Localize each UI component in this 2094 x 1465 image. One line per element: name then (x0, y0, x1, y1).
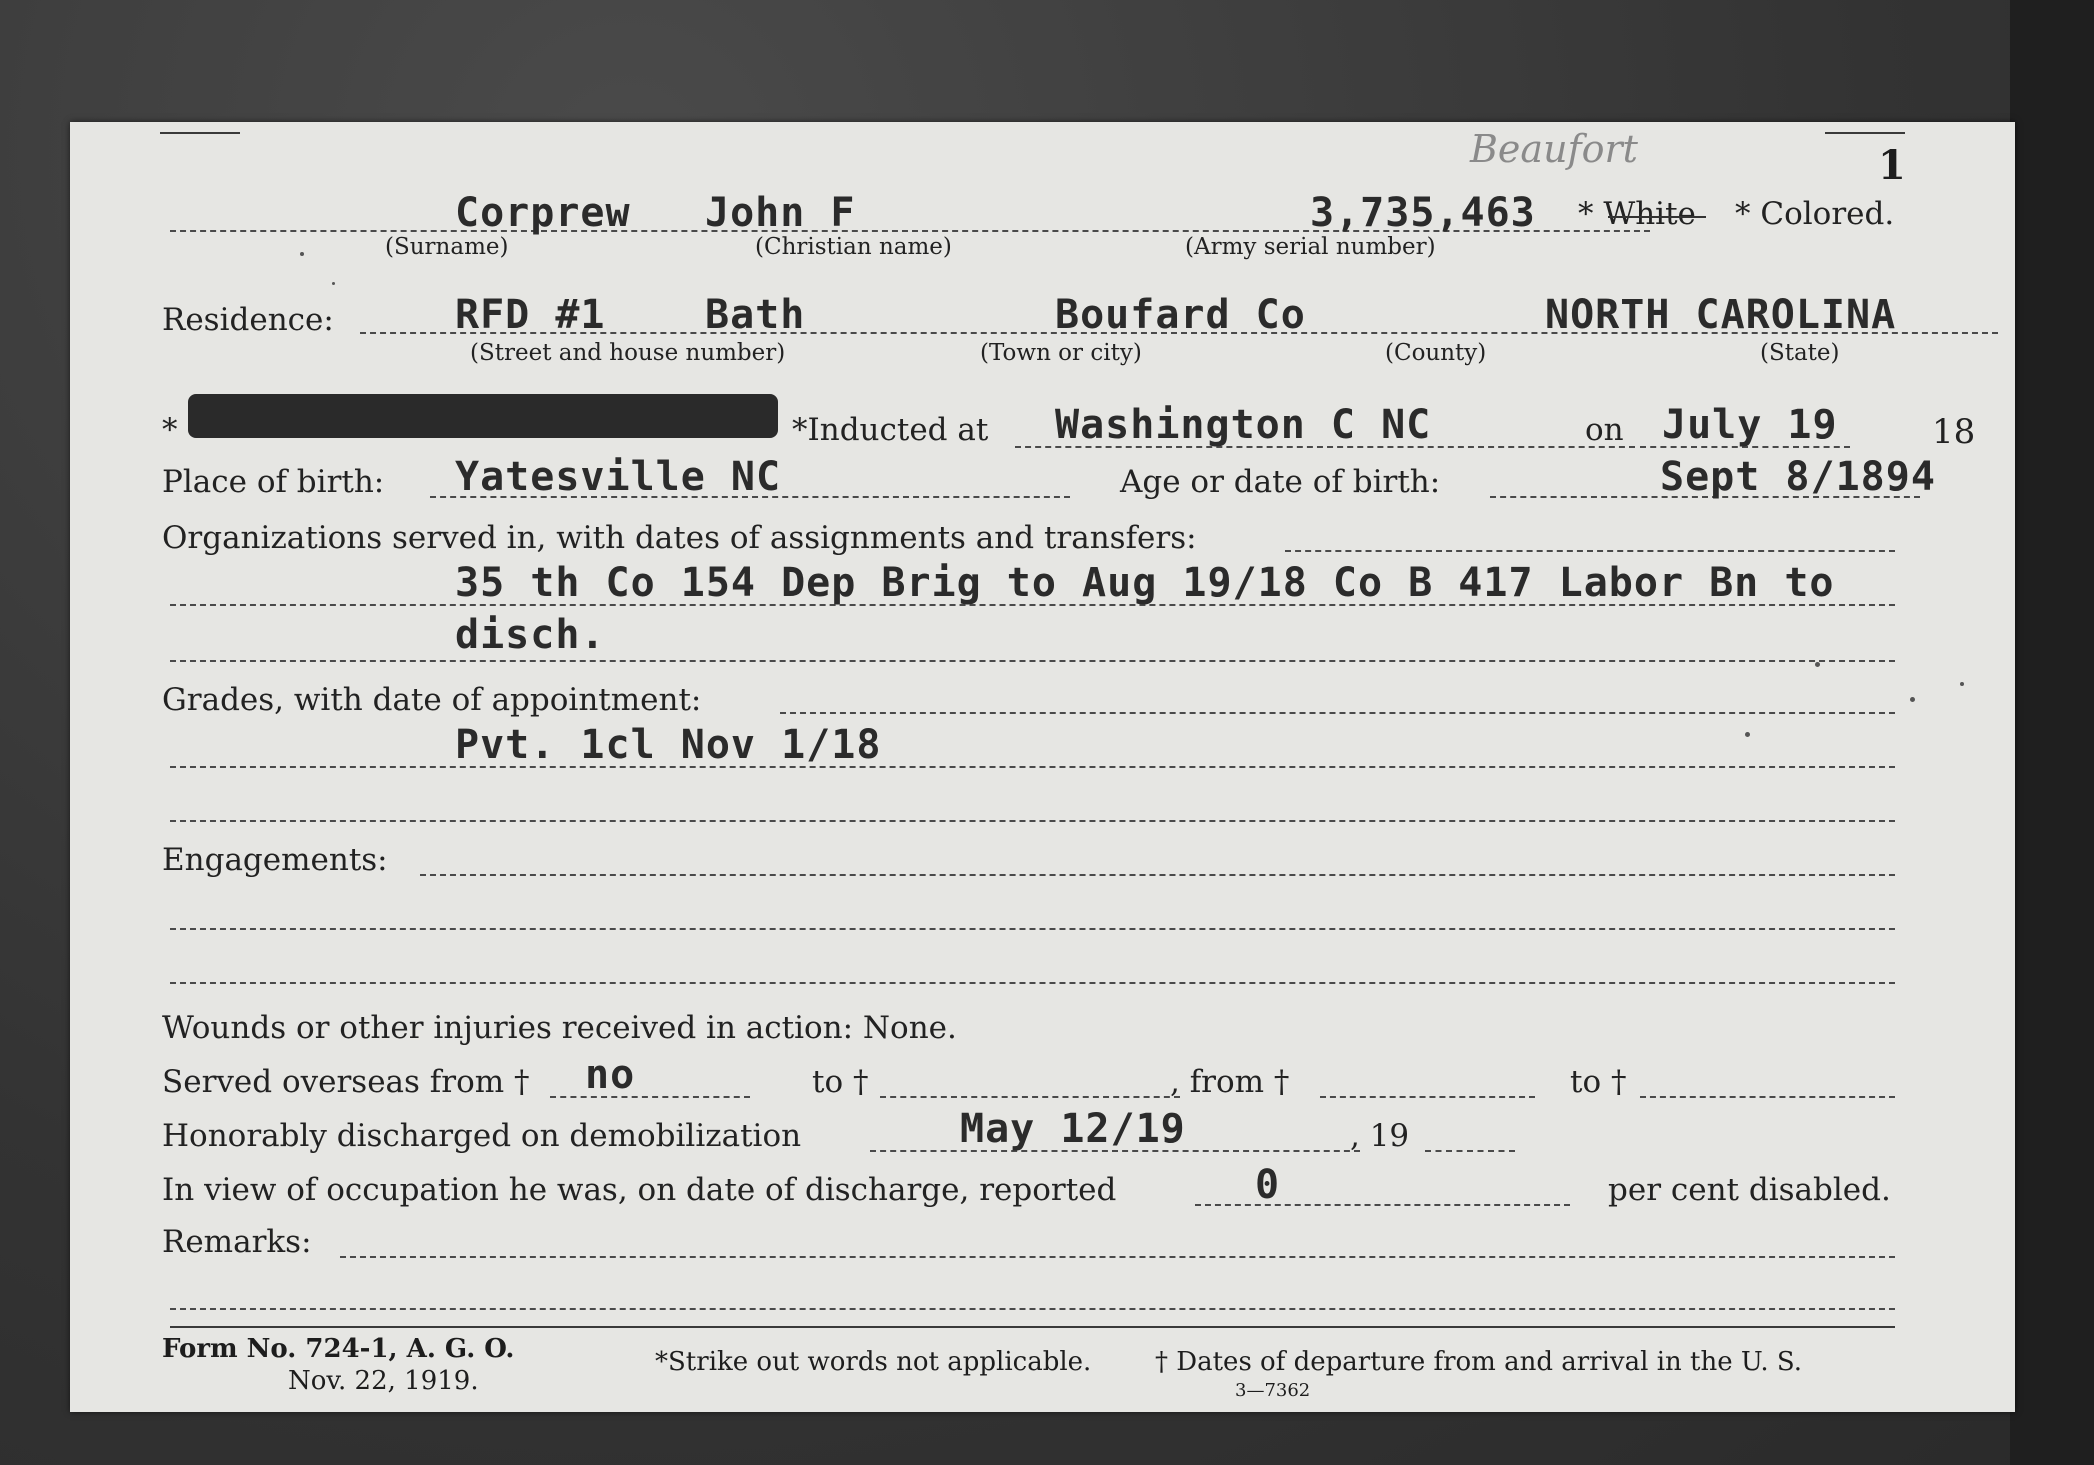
footnote-strike: *Strike out words not applicable. (655, 1347, 1092, 1377)
engagements-line-0 (420, 874, 1895, 876)
serial-number-value: 3,735,463 (1310, 190, 1536, 236)
inducted-year-suffix: 18 (1932, 412, 1976, 452)
caption-county: (County) (1385, 340, 1487, 366)
discharged-label: Honorably discharged on demobilization (162, 1118, 802, 1154)
surname-value: Corprew (455, 190, 631, 236)
engagements-line-2 (170, 982, 1895, 984)
on-label: on (1585, 412, 1624, 448)
grades-line-2 (170, 820, 1895, 822)
race-white-label: * White (1578, 196, 1696, 232)
disabled-label: per cent disabled. (1608, 1172, 1891, 1208)
wounds-label: Wounds or other injuries received in action: None. (162, 1010, 957, 1046)
speck (1815, 662, 1820, 667)
organizations-line-2 (170, 660, 1895, 662)
inducted-at-value: Washington C NC (1055, 402, 1432, 448)
county-value: Boufard Co (1055, 292, 1306, 338)
organizations-value-2: disch. (455, 612, 606, 658)
caption-christian-name: (Christian name) (755, 234, 952, 260)
engagements-label: Engagements: (162, 842, 388, 878)
caption-surname: (Surname) (385, 234, 509, 260)
inducted-on-value: July 19 (1662, 402, 1838, 448)
dark-edge (2010, 0, 2094, 1465)
speck (1960, 682, 1964, 686)
town-value: Bath (705, 292, 806, 338)
footer-rule (170, 1326, 1895, 1328)
christian-name-value: John F (705, 190, 856, 236)
speck (1910, 697, 1915, 702)
inducted-label: *Inducted at (792, 412, 989, 448)
form-number: Form No. 724-1, A. G. O. (162, 1334, 515, 1364)
overseas-to2-label: to † (1570, 1064, 1627, 1100)
card-number: 1 (1878, 142, 1906, 189)
discharged-year-line (1425, 1150, 1515, 1152)
discharged-value: May 12/19 (960, 1106, 1186, 1152)
speck (300, 252, 304, 256)
caption-state: (State) (1760, 340, 1840, 366)
residence-label: Residence: (162, 302, 334, 338)
organizations-label: Organizations served in, with dates of assignments and transfers: (162, 520, 1197, 556)
disabled-line (1195, 1204, 1570, 1206)
street-value: RFD #1 (455, 292, 606, 338)
service-record-card (70, 122, 2015, 1412)
discharged-year-label: , 19 (1350, 1118, 1410, 1154)
overseas-from2-label: , from † (1170, 1064, 1290, 1100)
overseas-to-line (880, 1096, 1180, 1098)
top-right-rule (1825, 132, 1905, 134)
redaction-bar (188, 394, 778, 438)
footnote-dagger: † Dates of departure from and arrival in the U. S. (1155, 1347, 1803, 1377)
grades-line-1 (170, 766, 1895, 768)
form-date: Nov. 22, 1919. (288, 1366, 479, 1396)
state-value: NORTH CAROLINA (1545, 292, 1897, 338)
organizations-line-0 (1285, 550, 1895, 552)
grades-label: Grades, with date of appointment: (162, 682, 702, 718)
print-code: 3—7362 (1235, 1380, 1311, 1401)
speck (1745, 732, 1750, 737)
enlisted-star: * (162, 412, 178, 448)
place-of-birth-label: Place of birth: (162, 464, 385, 500)
age-label: Age or date of birth: (1120, 464, 1441, 500)
race-white-strike (1608, 216, 1706, 218)
engagements-line-1 (170, 928, 1895, 930)
occupation-label: In view of occupation he was, on date of discharge, reported (162, 1172, 1117, 1208)
remarks-line-1 (170, 1308, 1895, 1310)
grades-value: Pvt. 1cl Nov 1/18 (455, 722, 882, 768)
race-colored-label: * Colored. (1735, 196, 1895, 232)
disabled-value: 0 (1255, 1162, 1281, 1208)
overseas-from2-line (1320, 1096, 1535, 1098)
top-left-rule (160, 132, 240, 134)
caption-serial-number: (Army serial number) (1185, 234, 1436, 260)
dob-value: Sept 8/1894 (1660, 454, 1936, 500)
caption-street: (Street and house number) (470, 340, 786, 366)
grades-line-0 (780, 712, 1895, 714)
organizations-value-1: 35 th Co 154 Dep Brig to Aug 19/18 Co B 417 Labor Bn to (455, 560, 1835, 606)
remarks-label: Remarks: (162, 1224, 312, 1260)
overseas-to-label: to † (812, 1064, 869, 1100)
overseas-to2-line (1640, 1096, 1895, 1098)
remarks-line-0 (340, 1256, 1895, 1258)
overseas-from-value: no (585, 1052, 636, 1098)
overseas-from-line (550, 1096, 750, 1098)
place-of-birth-value: Yatesville NC (455, 454, 782, 500)
speck (332, 282, 335, 285)
overseas-label: Served overseas from † (162, 1064, 530, 1100)
handwritten-annotation: Beaufort (1470, 127, 1638, 171)
caption-town: (Town or city) (980, 340, 1142, 366)
